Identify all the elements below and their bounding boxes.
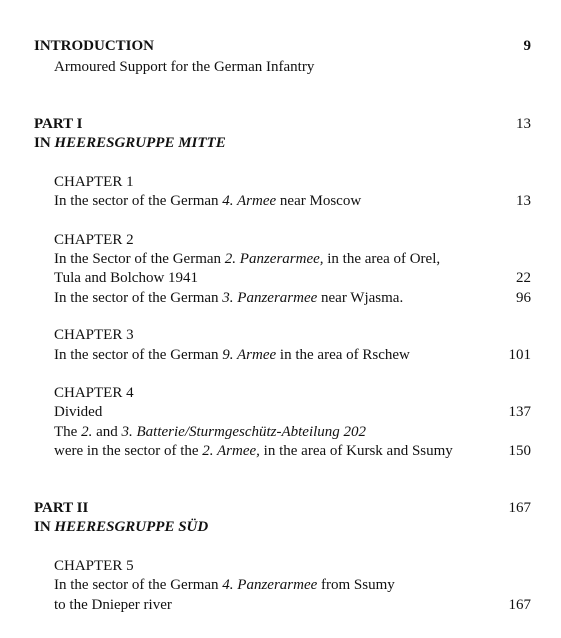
part-2-page-number: 167 [508,500,531,516]
introduction-page-number: 9 [523,38,531,54]
chapter-1-title: CHAPTER 1 [54,174,134,190]
chapter-4-entry-1-page: 137 [508,404,531,420]
chapter-3-entry: In the sector of the German 9. Armee in the area of Rschew [54,347,410,363]
part-1-page-number: 13 [516,116,531,132]
chapter-5-entry-page: 167 [508,597,531,613]
chapter-1-entry: In the sector of the German 4. Armee near Moscow [54,193,362,209]
part-2-heading: PART II [34,500,89,516]
chapter-3-title: CHAPTER 3 [54,327,134,343]
introduction-heading: INTRODUCTION [34,38,155,54]
chapter-3-entry-page: 101 [508,347,531,363]
chapter-5-entry-continued: to the Dnieper river [54,597,172,613]
chapter-2-title: CHAPTER 2 [54,232,134,248]
chapter-2-entry-2-page: 96 [516,290,531,306]
chapter-4-entry-2-continued: were in the sector of the 2. Armee, in the area of Kursk and Ssumy [54,443,453,459]
chapter-4-title: CHAPTER 4 [54,385,134,401]
chapter-4-entry-2: The 2. and 3. Batterie/Sturmgeschütz-Abteilung 202 [54,424,367,440]
introduction-subtitle: Armoured Support for the German Infantry [54,59,315,75]
part-1-army-group: IN HEERESGRUPPE MITTE [34,135,226,151]
chapter-5-title: CHAPTER 5 [54,558,134,574]
part-2-army-group: IN HEERESGRUPPE SÜD [34,519,209,535]
chapter-5-entry: In the sector of the German 4. Panzerarmee from Ssumy [54,577,395,593]
part-1-heading: PART I [34,116,83,132]
chapter-4-entry-2-page: 150 [508,443,531,459]
chapter-2-entry-1: In the Sector of the German 2. Panzerarmee, in the area of Orel, [54,251,441,267]
chapter-2-entry-1-continued: Tula and Bolchow 1941 [54,270,199,286]
chapter-1-entry-page: 13 [516,193,531,209]
chapter-4-entry-1: Divided [54,404,103,420]
chapter-2-entry-1-page: 22 [516,270,531,286]
chapter-2-entry-2: In the sector of the German 3. Panzerarmee near Wjasma. [54,290,404,306]
